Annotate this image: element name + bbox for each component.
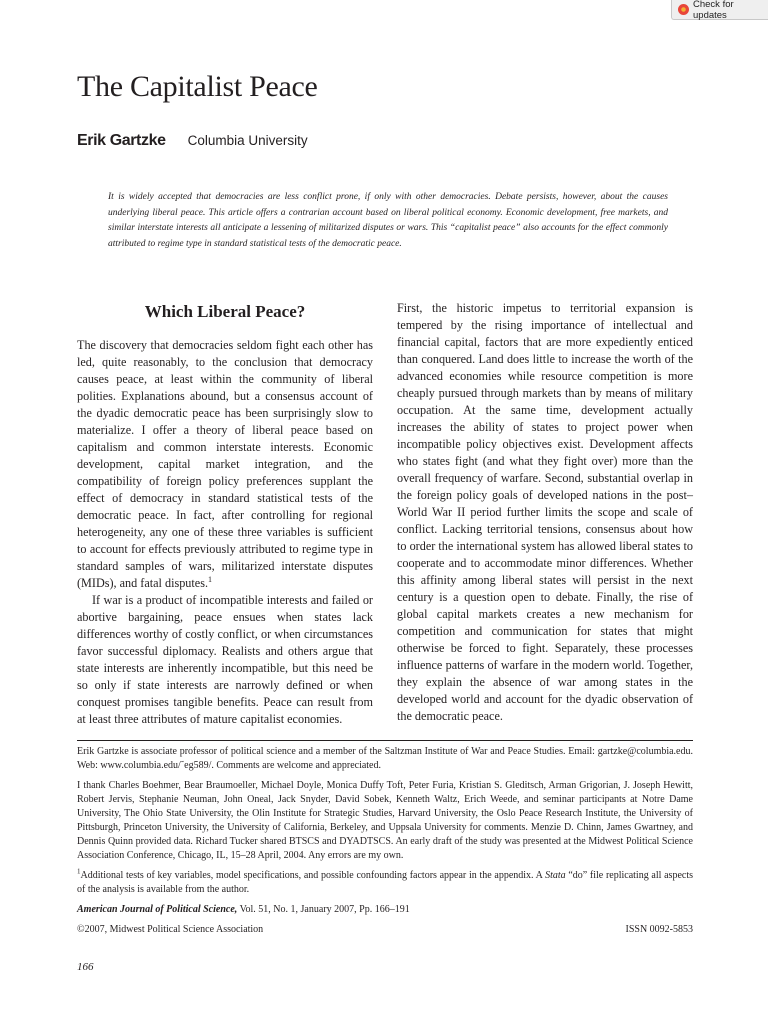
- body-paragraph: [77, 337, 373, 592]
- journal-citation: [77, 903, 693, 917]
- journal-name: American Journal of Political Science,: [77, 904, 238, 915]
- check-for-updates-button[interactable]: [671, 0, 768, 20]
- issn: ISSN 0092-5853: [625, 924, 693, 935]
- section-heading: Which Liberal Peace?: [144, 302, 306, 321]
- footnote-mark: 1: [77, 867, 81, 876]
- footnote-text: Additional tests of key variables, model specifications, and possible confounding factors appear in the appendix. A: [80, 870, 546, 881]
- footnote-1: [77, 869, 693, 897]
- body-column-left: [77, 300, 373, 728]
- check-for-updates-label: Check for updates: [693, 0, 734, 21]
- body-column-right: [397, 300, 693, 725]
- crossmark-icon: [678, 4, 689, 15]
- copyright-line: [77, 923, 693, 937]
- footnote-italic: Stata: [545, 870, 566, 881]
- footnote-text-end: “do” file replicating all aspects of the analysis is available from the author.: [77, 870, 693, 895]
- body-paragraph: If war is a product of incompatible interests and failed or abortive bargaining, peace ensues when states lack differences worthy of costly conflict, or when circumstances favor successful diplomacy. Realists and others argue that state interests are inherently incompatible, but this need be so only if state interests are narrowly defined or when conquest promises tangible benefits. Peace can result from at least three attributes of mature capitalist economies.: [77, 593, 373, 726]
- author-affiliation: Columbia University: [187, 133, 308, 148]
- acknowledgments: I thank Charles Boehmer, Bear Braumoeller, Michael Doyle, Monica Duffy Toft, Peter Furia, Kristian S. Gleditsch, Arman Grigorian, J. Joseph Hewitt, Robert Jervis, Stephanie Neuman, John Oneal, Jack Snyder, David Sobek, Kenneth Waltz, Erich Weede, and seminar participants at Notre Dame University, The Ohio State University, the Olin Institute for Strategic Studies, Harvard University, the Oslo Peace Research Institute, the University of Pittsburgh, Princeton University, the University of California, Berkeley, and Uppsala University for comments. Menzie D. Chinn, James Gwartney, and Dennis Quinn provided data. Richard Tucker shared BTSCS and DYADTSCS. An early draft of the study was presented at the Midwest Political Science Association Conference, Chicago, IL, 15–28 April, 2004. Any errors are my own.: [77, 780, 693, 861]
- author-note: Erik Gartzke is associate professor of political science and a member of the Saltzman Institute of War and Peace Studies. Email: gartzke@columbia.edu. Web: www.columbia.edu/˜eg589/. Comments are welcome and appreciated.: [77, 746, 693, 771]
- article-title: The Capitalist Peace: [77, 70, 318, 103]
- abstract: It is widely accepted that democracies are less conflict prone, if only with other democracies. Debate persists, however, about the causes underlying liberal peace. This article offers a contrarian account based on liberal political economy. Economic development, free markets, and similar interstate interests all anticipate a lessening of militarized disputes or wars. This “capitalist peace” also accounts for the effect commonly attributed to regime type in standard statistical tests of the democratic peace.: [108, 192, 668, 249]
- body-paragraph-text: The discovery that democracies seldom fight each other has led, quite reasonably, to the conclusion that democracy causes peace, at least within the community of liberal polities. Explanations abound, but a consensus account of the dyadic democratic peace has been surprisingly slow to materialize. I offer a theory of liberal peace based on capitalism and common interstate interests. Economic development, capital market integration, and the compatibility of foreign policy preferences supplant the effect of democracy in standard statistical tests of the democratic peace. In fact, after controlling for regional heterogeneity, any one of these three variables is sufficient to account for effects previously attributed to regime type in standard samples of wars, militarized interstate disputes (MIDs), and fatal disputes.: [77, 338, 373, 590]
- page-number: 166: [77, 961, 94, 973]
- body-paragraph: First, the historic impetus to territorial expansion is tempered by the rising importance of intellectual and financial capital, factors that are more expediently enticed than conquered. Land does little to increase the worth of the advanced economies while resource competition is more cheaply pursued through markets than by means of military occupation. At the same time, development actually increases the ability of states to project power when incompatible policy objectives exist. Development affects who states fight (and what they fight over) more than the overall frequency of warfare. Second, substantial overlap in the foreign policy goals of developed nations in the post–World War II period further limits the scope and scale of conflict. Lacking territorial tensions, consensus about how to order the international system has allowed liberal states to cooperate and to accommodate minor differences. Whether this affinity among liberal states will persist in the next century is a question open to debate. Finally, the rise of global capital markets creates a new mechanism for competition and communication for states that might otherwise be forced to fight. Separately, these processes influence patterns of warfare in the modern world. Together, they explain the absence of war among states in the developed world and account for the dyadic observation of the democratic peace.: [397, 301, 693, 723]
- author-line: [77, 132, 308, 150]
- copyright: ©2007, Midwest Political Science Association: [77, 924, 264, 935]
- author-name: Erik Gartzke: [77, 132, 166, 149]
- journal-details: Vol. 51, No. 1, January 2007, Pp. 166–191: [237, 904, 410, 915]
- footnotes-block: [77, 740, 693, 937]
- footnote-reference[interactable]: 1: [208, 574, 212, 584]
